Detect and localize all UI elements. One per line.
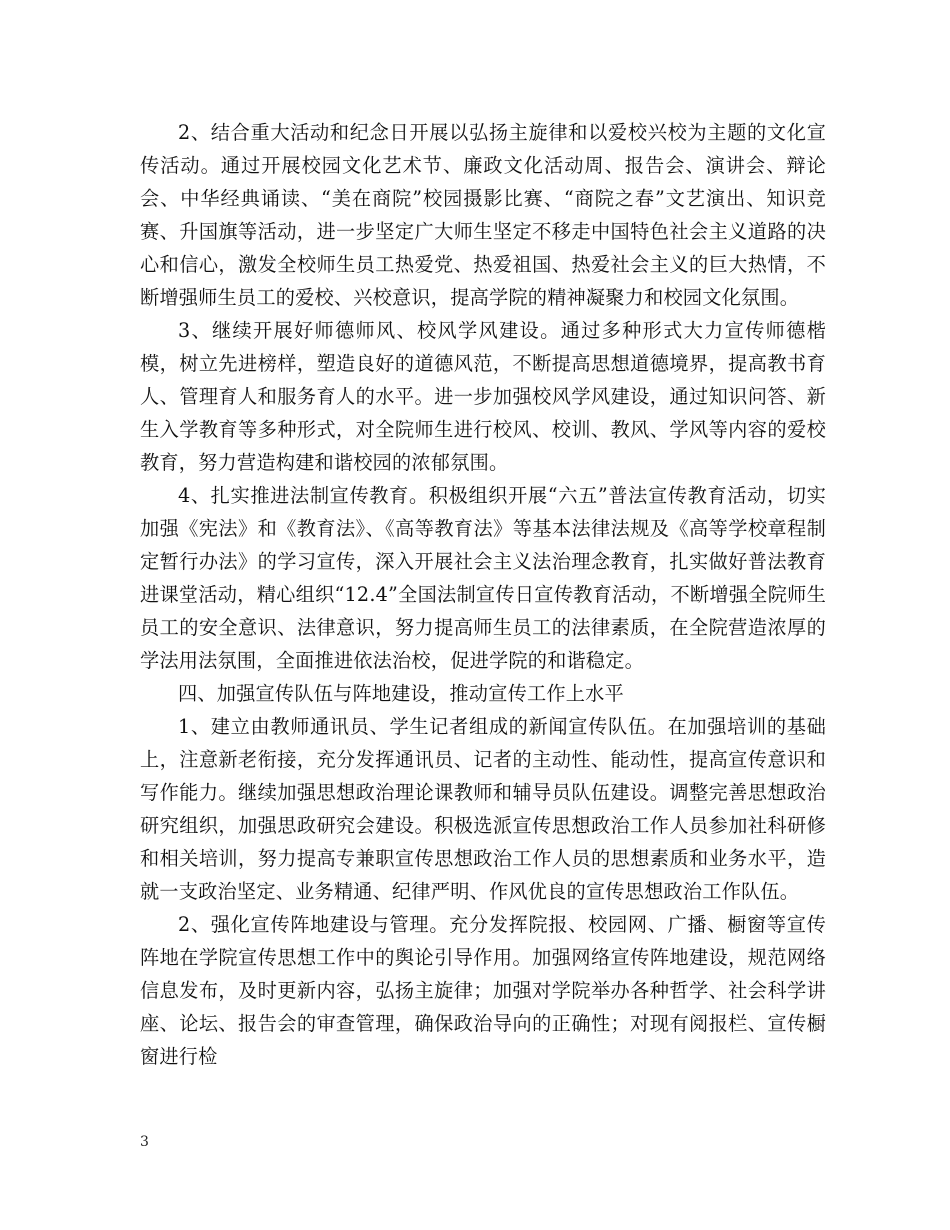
document-body	[140, 116, 826, 1073]
paragraph-platform-management: 2、强化宣传阵地建设与管理。充分发挥院报、校园网、广播、橱窗等宣传阵地在学院宣传思想工作中的舆论引导作用。加强网络宣传阵地建设，规范网络信息发布，及时更新内容，弘扬主旋律；加强对学院举办各种哲学、社会科学讲座、论坛、报告会的审查管理，确保政治导向的正确性；对现有阅报栏、宣传橱窗进行检	[140, 913, 826, 1068]
section-heading: 四、加强宣传队伍与阵地建设，推动宣传工作上水平	[178, 682, 624, 705]
paragraph-legal-education: 4、扎实推进法制宣传教育。积极组织开展“六五”普法宣传教育活动，切实加强《宪法》和《教育法》、《高等教育法》等基本法律法规及《高等学校章程制定暂行办法》的学习宣传，深入开展社会主义法治理念教育，扎实做好普法教育进课堂活动，精心组织“12.4”全国法制宣传日宣传教育活动，不断增强全院师生员工的安全意识、法律意识，努力提高师生员工的法律素质，在全院营造浓厚的学法用法氛围，全面推进依法治校，促进学院的和谐稳定。	[140, 484, 826, 672]
page-number: 3	[140, 1134, 149, 1150]
paragraph-ethics: 3、继续开展好师德师风、校风学风建设。通过多种形式大力宣传师德楷模，树立先进榜样，塑造良好的道德风范，不断提高思想道德境界，提高教书育人、管理育人和服务育人的水平。进一步加强校风学风建设，通过知识问答、新生入学教育等多种形式，对全院师生进行校风、校训、教风、学风等内容的爱校教育，努力营造构建和谐校园的浓郁氛围。	[140, 319, 826, 474]
paragraph-team-building: 1、建立由教师通讯员、学生记者组成的新闻宣传队伍。在加强培训的基础上，注意新老衔接，充分发挥通讯员、记者的主动性、能动性，提高宣传意识和写作能力。继续加强思想政治理论课教师和辅导员队伍建设。调整完善思想政治研究组织，加强思政研究会建设。积极选派宣传思想政治工作人员参加社科研修和相关培训，努力提高专兼职宣传思想政治工作人员的思想素质和业务水平，造就一支政治坚定、业务精通、纪律严明、作风优良的宣传思想政治工作队伍。	[140, 715, 826, 903]
paragraph-activities: 2、结合重大活动和纪念日开展以弘扬主旋律和以爱校兴校为主题的文化宣传活动。通过开展校园文化艺术节、廉政文化活动周、报告会、演讲会、辩论会、中华经典诵读、“美在商院”校园摄影比赛、“商院之春”文艺演出、知识竞赛、升国旗等活动，进一步坚定广大师生坚定不移走中国特色社会主义道路的决心和信心，激发全校师生员工热爱党、热爱祖国、热爱社会主义的巨大热情，不断增强师生员工的爱校、兴校意识，提高学院的精神凝聚力和校园文化氛围。	[140, 121, 826, 309]
